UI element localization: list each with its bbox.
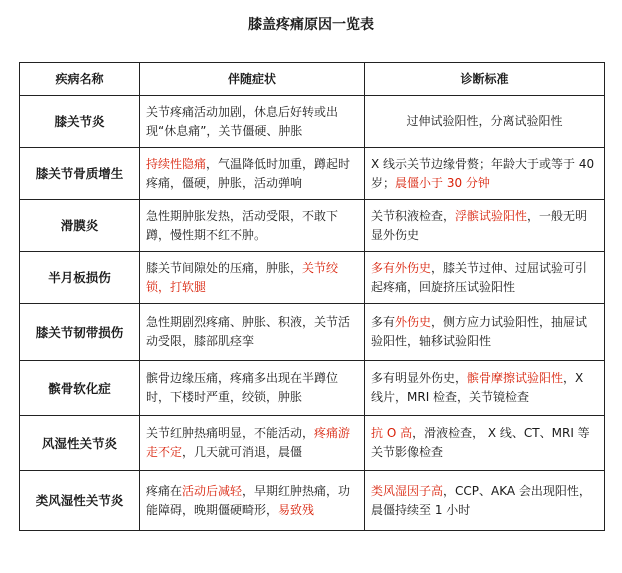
table-row [20,96,605,148]
cell-text: ，膝关节过伸、过屈试验可引起疼痛，回旋挤压试验阳性 [371,260,588,294]
cell-text: 膝关节间隙处的压痛，肿胀， [146,260,303,275]
table-row [20,200,605,252]
highlight-text: 晨僵小于 30 分钟 [395,175,490,190]
header-diagnosis: 诊断标准 [365,63,605,96]
diagnosis-cell [365,96,605,148]
symptoms-cell [140,148,365,200]
disease-name: 髌骨软化症 [20,361,140,416]
highlight-text: 多有外伤史 [371,260,432,275]
highlight-text: 疼痛游走不定 [146,426,351,459]
header-disease-name: 疾病名称 [20,63,140,96]
diagnosis-cell [365,252,605,304]
symptoms-cell [140,252,365,304]
highlight-text: 类风湿因子高 [371,483,444,498]
page-title: 膝盖疼痛原因一览表 [248,17,374,33]
disease-name: 风湿性关节炎 [20,416,140,471]
cell-text: ，几天就可消退，晨僵 [182,445,303,459]
highlight-text: 持续性隐痛 [146,156,207,171]
diagnosis-cell [365,148,605,200]
symptoms-cell [140,304,365,361]
disease-name: 膝关节骨质增生 [20,148,140,200]
disease-name: 类风湿性关节炎 [20,471,140,531]
cell-text: ，滑液检查， X 线、CT、MRI 等关节影像检查 [371,426,590,459]
highlight-text: 髌骨摩擦试验阳性 [467,371,564,385]
disease-name: 半月板损伤 [20,252,140,304]
table-body [20,96,605,531]
knee-pain-table [19,62,605,531]
cell-text: 髌骨边缘压痛，疼痛多出现在半蹲位时，下楼时严重，绞锁，肿胀 [146,371,339,404]
cell-text: ，侧方应力试验阳性，抽屉试验阳性，轴移试验阳性 [371,315,588,348]
table-row [20,304,605,361]
cell-text: 关节疼痛活动加剧，休息后好转或出现“休息痛”，关节僵硬、肿胀 [146,104,339,138]
diagnosis-cell [365,304,605,361]
diagnosis-cell [365,200,605,252]
symptoms-cell [140,361,365,416]
cell-text: 疼痛在 [146,483,183,498]
cell-text: ，CCP、AKA 会出现阳性，晨僵持续至 1 小时 [371,483,591,517]
cell-text: ，X 线片，MRI 检查，关节镜检查 [371,371,584,404]
highlight-text: 易致残 [278,502,315,517]
disease-name: 膝关节炎 [20,96,140,148]
cell-text: 急性期肿胀发热，活动受限，不敢下蹲，慢性期不红不肿。 [146,208,339,242]
cell-text: 关节红肿热痛明显，不能活动， [146,426,315,440]
cell-text: 多有明显外伤史， [371,371,468,385]
cell-text: ，一般无明显外伤史 [371,208,588,242]
cell-text: X 线示关节边缘骨赘；年龄大于或等于 40 岁； [371,156,595,190]
table-row [20,252,605,304]
symptoms-cell [140,96,365,148]
highlight-text: 浮髌试验阳性 [455,208,528,223]
table-header-row [20,63,605,96]
diagnosis-cell [365,416,605,471]
table-row [20,416,605,471]
cell-text: 关节积液检查， [371,208,456,223]
cell-text: ，气温降低时加重，蹲起时疼痛，僵硬，肿胀，活动弹响 [146,156,351,190]
cell-text: ，早期红肿热痛，功能障碍，晚期僵硬畸形， [146,483,351,517]
cell-text: 多有 [371,315,396,329]
symptoms-cell [140,200,365,252]
table-row [20,148,605,200]
highlight-text: 关节绞锁，打软腿 [146,260,339,294]
highlight-text: 活动后减轻 [182,483,243,498]
diagnosis-cell [365,361,605,416]
disease-name: 滑膜炎 [20,200,140,252]
highlight-text: 外伤史 [395,315,432,329]
table-row [20,471,605,531]
highlight-text: 抗 O 高 [371,426,413,440]
table-row [20,361,605,416]
diagnosis-cell [365,471,605,531]
header-symptoms: 伴随症状 [140,63,365,96]
symptoms-cell [140,416,365,471]
disease-name: 膝关节韧带损伤 [20,304,140,361]
cell-text: 过伸试验阳性，分离试验阳性 [406,114,563,128]
symptoms-cell [140,471,365,531]
cell-text: 急性期剧烈疼痛、肿胀、积液，关节活动受限，膝部肌痉挛 [146,315,351,348]
